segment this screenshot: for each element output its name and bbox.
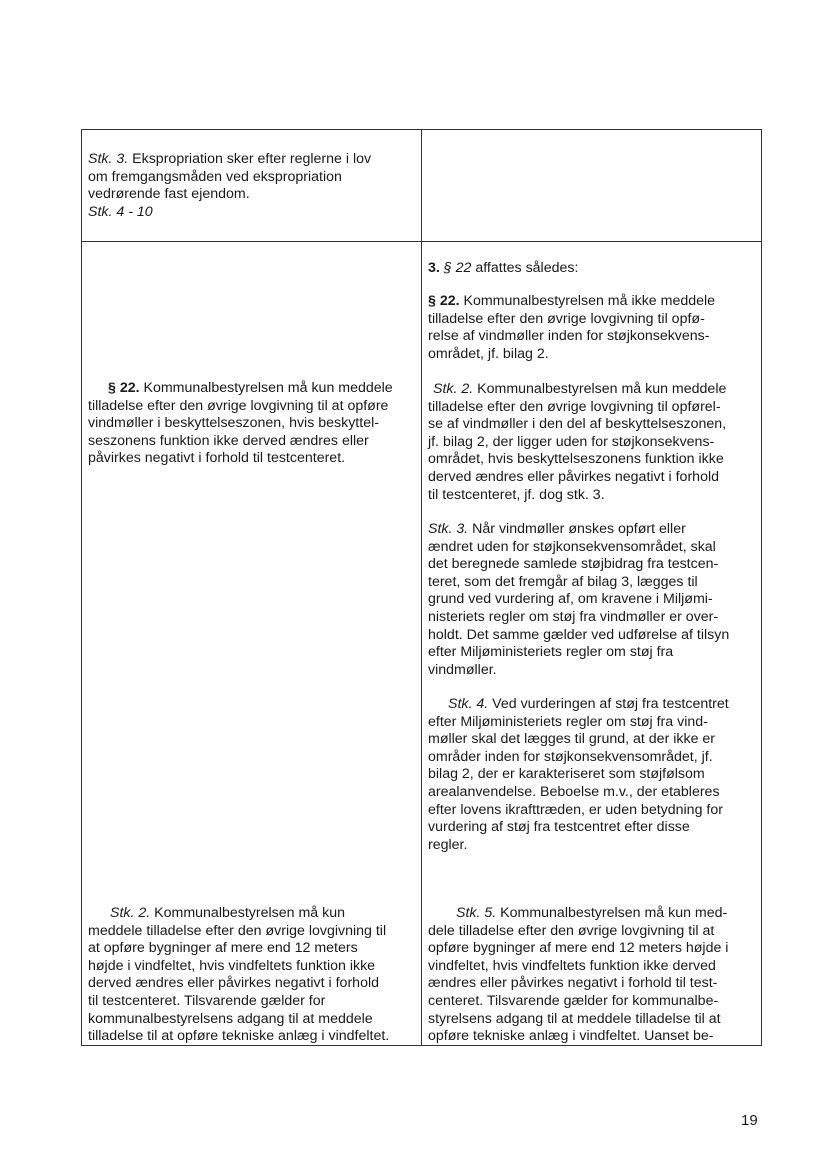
- text-line: Ved vurderingen af støj fra testcentret: [488, 696, 729, 712]
- text-line: efter lovens ikrafttræden, er uden betydning for: [428, 801, 723, 818]
- text-line: området, hvis beskyttelseszonens funktion ikke: [428, 451, 724, 468]
- text-line: at opføre bygninger af mere end 12 meters: [88, 940, 358, 957]
- text-line: vedrørende fast ejendom.: [88, 186, 250, 203]
- text-line: bilag 2, der er karakteriseret som støjfølsom: [428, 766, 705, 783]
- text-line: derved ændres eller påvirkes negativt i forhold: [88, 975, 379, 992]
- text-line: tilladelse til at opføre tekniske anlæg i vindfeltet.: [88, 1028, 390, 1045]
- stk-label: Stk. 4.: [448, 696, 489, 712]
- page-number: 19: [741, 1112, 758, 1129]
- text-line: teret, som det fremgår af bilag 3, lægges til: [428, 573, 698, 590]
- text-line: Kommunalbestyrelsen må kun med-: [496, 905, 728, 921]
- text-line: Kommunalbestyrelsen må kun meddele: [473, 381, 727, 397]
- text-line: styrelsens adgang til at meddele tilladelse til at: [428, 1010, 721, 1027]
- text-line: ændret uden for støjkonsekvensområdet, skal: [428, 538, 716, 555]
- text-line: ændres eller påvirkes negativt i forhold til test-: [428, 975, 718, 992]
- right-stk4-block: [428, 696, 729, 854]
- text-line: Kommunalbestyrelsen må kun meddele: [139, 380, 393, 396]
- text-line: grund ved vurdering af, om kravene i Miljømi-: [428, 591, 713, 608]
- right-stk5-block: [428, 905, 728, 1046]
- right-stk2-block: [428, 381, 726, 504]
- text-line: vindmøller.: [428, 661, 497, 678]
- text-line: meddele tilladelse efter den øvrige lovgivning til: [88, 922, 387, 939]
- text-line: efter Miljøministeriets regler om støj fra vind-: [428, 713, 708, 730]
- text-line: vurdering af støj fra testcentret efter disse: [428, 819, 690, 836]
- text-line: Når vindmøller ønskes opført eller: [468, 521, 686, 537]
- text-line: vindmøller i beskyttelseszonen, hvis beskyttel-: [88, 415, 379, 432]
- text-line: derved ændres eller påvirkes negativt i forhold: [428, 468, 719, 485]
- text-line: holdt. Det samme gælder ved udførelse af tilsyn: [428, 626, 730, 643]
- stk-label: Stk. 2.: [110, 905, 151, 921]
- text-line: tilladelse efter den øvrige lovgivning til opfø-: [428, 310, 705, 327]
- text-line: se af vindmøller i den del af beskyttelseszonen,: [428, 416, 727, 433]
- left-stk3-block: [88, 151, 371, 221]
- amendment-number: 3.: [428, 260, 440, 276]
- text-line: nisteriets regler om støj fra vindmøller er over-: [428, 608, 719, 625]
- text-line: højde i vindfeltet, hvis vindfeltets funktion ikke: [88, 957, 376, 974]
- text-line: om fremgangsmåden ved ekspropriation: [88, 168, 342, 185]
- paragraph-label: § 22.: [108, 380, 140, 396]
- stk-label: Stk. 5.: [456, 905, 497, 921]
- text-line: det beregnede samlede støjbidrag fra testcen-: [428, 556, 719, 573]
- text-line: kommunalbestyrelsens adgang til at meddele: [88, 1010, 373, 1027]
- text-line: til testcenteret, jf. dog stk. 3.: [428, 486, 605, 503]
- text-line: påvirkes negativt i forhold til testcenteret.: [88, 450, 346, 467]
- text-line: opføre bygninger af mere end 12 meters højde i: [428, 940, 729, 957]
- text-line: vindfeltet, hvis vindfeltets funktion ikke derved: [428, 957, 716, 974]
- text-line: møller skal det lægges til grund, at der ikke er: [428, 731, 716, 748]
- text-line: Ekspropriation sker efter reglerne i lov: [128, 151, 372, 167]
- text-line: regler.: [428, 836, 468, 853]
- text-line: til testcenteret. Tilsvarende gælder for: [88, 992, 326, 1009]
- text-line: Kommunalbestyrelsen må kun: [150, 905, 345, 921]
- text-line: jf. bilag 2, der ligger uden for støjkonsekvens-: [428, 433, 715, 450]
- text-line: seszonens funktion ikke derved ændres eller: [88, 432, 369, 449]
- text-line: dele tilladelse efter den øvrige lovgivning til at: [428, 922, 715, 939]
- stk-label: Stk. 3.: [428, 521, 469, 537]
- left-stk2-block: [88, 905, 389, 1046]
- row-divider: [81, 241, 762, 242]
- text-line: området, jf. bilag 2.: [428, 345, 549, 362]
- right-stk3-block: [428, 521, 729, 679]
- text-line: tilladelse efter den øvrige lovgivning til at opføre: [88, 397, 389, 414]
- left-paragraph-22-block: [88, 380, 393, 468]
- text-line: opføre tekniske anlæg i vindfeltet. Uanset be-: [428, 1028, 714, 1045]
- text-line: centeret. Tilsvarende gælder for kommunalbe-: [428, 992, 719, 1009]
- text-line: tilladelse efter den øvrige lovgivning til opførel-: [428, 398, 721, 415]
- right-paragraph-22-block: [428, 293, 715, 363]
- text-line: områder inden for støjkonsekvensområdet, jf.: [428, 748, 713, 765]
- text-line: efter Miljøministeriets regler om støj fra: [428, 644, 674, 661]
- text-line: arealanvendelse. Beboelse m.v., der etableres: [428, 783, 720, 800]
- paragraph-label: § 22.: [428, 293, 460, 309]
- text-line: affattes således:: [471, 260, 579, 276]
- right-intro-block: [428, 260, 578, 278]
- stk-range-label: Stk. 4 - 10: [88, 203, 153, 220]
- column-divider: [421, 129, 422, 1046]
- section-reference: § 22: [439, 260, 472, 276]
- text-line: relse af vindmøller inden for støjkonsekvens-: [428, 328, 710, 345]
- stk-label: Stk. 2.: [433, 381, 474, 397]
- stk-label: Stk. 3.: [88, 151, 129, 167]
- text-line: Kommunalbestyrelsen må ikke meddele: [459, 293, 716, 309]
